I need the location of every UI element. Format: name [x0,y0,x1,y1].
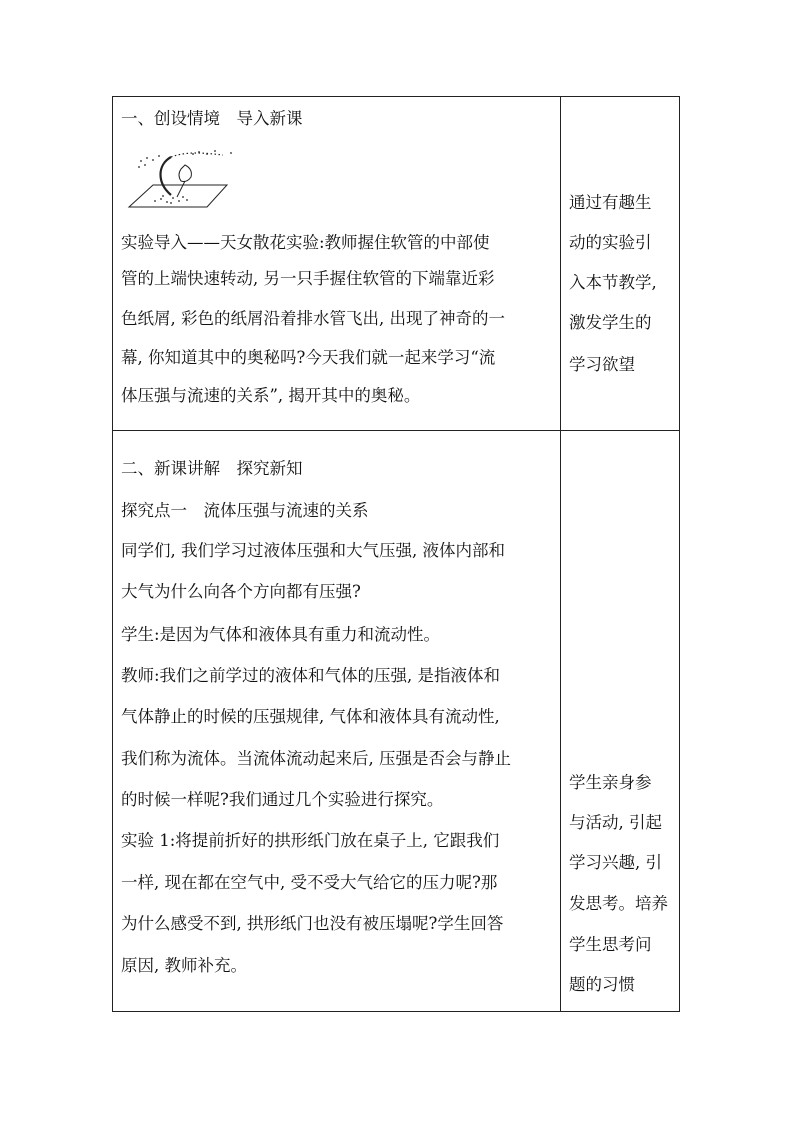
intro-note-line: 学习欲望 [569,355,635,374]
lesson-text-line: 气体静止的时候的压强规律, 气体和液体具有流动性, [121,707,500,726]
flying-paper-experiment-illustration-icon [127,147,239,213]
lesson-text-line: 的时候一样呢?我们通过几个实验进行探究。 [121,790,444,809]
section-heading-new-lesson: 二、新课讲解 探究新知 [121,459,303,478]
intro-text-line: 幕, 你知道其中的奥秘吗?今天我们就一起来学习“流 [121,348,496,367]
new-lesson-note-cell [561,431,679,1011]
lesson-text-line: 一样, 现在都在空气中, 受不受大气给它的压力呢?那 [121,873,498,892]
lesson-text-line: 探究点一 流体压强与流速的关系 [121,501,369,520]
lesson-note-line: 题的习惯 [569,975,635,994]
lesson-text-line: 同学们, 我们学习过液体压强和大气压强, 液体内部和 [121,541,505,560]
intro-note-line: 动的实验引 [569,233,652,252]
intro-content-cell [113,97,561,430]
lesson-note-line: 学习兴趣, 引 [569,853,662,872]
intro-note-line: 通过有趣生 [569,193,652,212]
section-heading-intro: 一、创设情境 导入新课 [121,109,303,128]
intro-text-line: 管的上端快速转动, 另一只手握住软管的下端靠近彩 [121,269,495,288]
intro-note-cell [561,97,679,430]
intro-note-line: 激发学生的 [569,313,652,332]
intro-text-line: 实验导入——天女散花实验:教师握住软管的中部使 [121,233,490,252]
lesson-text-line: 为什么感受不到, 拱形纸门也没有被压塌呢?学生回答 [121,914,504,933]
lesson-text-line: 原因, 教师补充。 [121,956,247,975]
new-lesson-content-cell [113,431,561,1011]
lesson-text-line: 学生:是因为气体和液体具有重力和流动性。 [121,625,441,644]
table-row-intro [113,97,679,431]
intro-note-line: 入本节教学, [569,273,657,292]
intro-text-line: 体压强与流速的关系”, 揭开其中的奥秘。 [121,386,421,405]
lesson-note-line: 发思考。培养 [569,894,668,913]
lesson-note-line: 学生亲身参 [569,773,652,792]
lesson-note-line: 学生思考问 [569,935,652,954]
table-row-new-lesson [113,431,679,1011]
lesson-text-line: 教师:我们之前学过的液体和气体的压强, 是指液体和 [121,666,501,685]
lesson-table [112,96,680,1012]
lesson-text-line: 大气为什么向各个方向都有压强? [121,582,361,601]
intro-text-line: 色纸屑, 彩色的纸屑沿着排水管飞出, 出现了神奇的一 [121,309,505,328]
lesson-text-line: 我们称为流体。当流体流动起来后, 压强是否会与静止 [121,749,511,768]
lesson-text-line: 实验 1:将提前折好的拱形纸门放在桌子上, 它跟我们 [121,831,500,850]
lesson-note-line: 与活动, 引起 [569,813,662,832]
